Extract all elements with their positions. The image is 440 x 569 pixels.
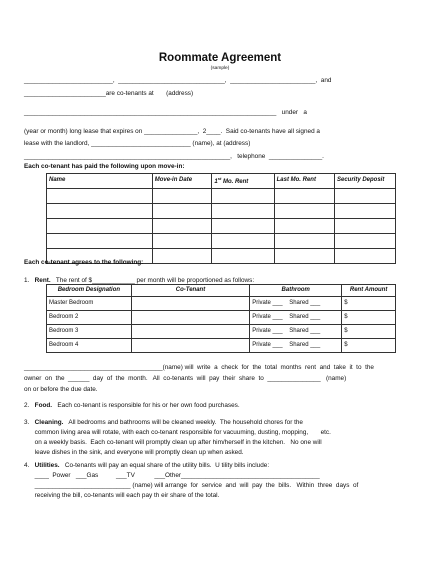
movein-col-date: Move-in Date	[152, 174, 212, 189]
utilities-line-2: ____ Power ___Gas ___TV ___Other_______________________________________	[24, 472, 320, 479]
rent-bedroom: Bedroom 4	[47, 339, 132, 353]
rent-line: 1. Rent. The rent of $____________ per month will be proportioned as follows:	[24, 277, 255, 284]
intro-line-1: _________________________, ______________________________, ________________________, and	[24, 77, 332, 84]
intro-line-4: (year or month) long lease that expires on _______________, 2____. Said co-tenants have all signed a	[24, 128, 320, 135]
utilities-line-4: receiving the bill, co-tenants will each pay th eir share of the total.	[24, 492, 220, 499]
cleaning-line-3: on a weekly basis. Each co-tenant will promptly clean up after him/herself in the kitchen. No one will	[24, 439, 322, 446]
movein-header-row	[47, 174, 396, 189]
movein-row	[47, 219, 396, 234]
rent-amount: $	[342, 325, 396, 339]
rent-col-bathroom: Bathroom	[250, 285, 342, 297]
intro-line-5: lease with the landlord, ____________________________ (name), at (address)	[24, 140, 251, 147]
rent-row	[47, 339, 396, 353]
movein-heading: Each co-tenant has paid the following upon move-in:	[24, 163, 185, 170]
rent-bath: Private ___ Shared ___	[250, 325, 342, 339]
rent-bedroom: Bedroom 2	[47, 311, 132, 325]
rent-header-row	[47, 285, 396, 297]
document-subtitle: (sample)	[210, 66, 230, 71]
utilities-line-1: 4. Utilities. Co-tenants will pay an equal share of the utility bills. U tility bills include:	[24, 462, 270, 469]
rent-bedroom: Master Bedroom	[47, 297, 132, 311]
rent-after-2: owner on the ______ day of the month. All co-tenants will pay their share to _______________ (name)	[24, 375, 347, 382]
rent-col-cotenant: Co-Tenant	[131, 285, 249, 297]
rent-after-1: _______________________________________(name) will write a check for the total months rent and take it to the	[24, 364, 374, 371]
agrees-heading: Each co-tenant agrees to the following:	[24, 259, 144, 266]
movein-col-last-rent: Last Mo. Rent	[274, 174, 334, 189]
cleaning-line-4: leave dishes in the sink, and everyone will promptly clean up when asked.	[24, 449, 244, 456]
intro-line-6: __________________________________________________________, telephone _______________.	[24, 153, 324, 160]
document-title: Roommate Agreement	[158, 52, 282, 64]
rent-col-bedroom: Bedroom Designation	[47, 285, 132, 297]
rent-amount: $	[342, 297, 396, 311]
rent-after-3: on or before the due date.	[24, 386, 98, 393]
rent-amount: $	[342, 339, 396, 353]
movein-col-name: Name	[47, 174, 153, 189]
utilities-line-3: ___________________________ (name) will arrange for service and will pay the bills. Within three days of	[24, 482, 359, 489]
movein-table	[46, 173, 396, 264]
intro-line-3: _______________________________________________________________________ under a	[24, 109, 307, 116]
movein-row	[47, 189, 396, 204]
rent-row	[47, 297, 396, 311]
cleaning-line-1: 3. Cleaning. All bedrooms and bathrooms will be cleaned weekly. The household chores for the	[24, 419, 303, 426]
movein-col-deposit: Security Deposit	[334, 174, 395, 189]
rent-bath: Private ___ Shared ___	[250, 311, 342, 325]
movein-row	[47, 234, 396, 249]
intro-line-2: _______________________are co-tenants at (address)	[24, 90, 194, 97]
movein-row	[47, 204, 396, 219]
rent-amount: $	[342, 311, 396, 325]
cleaning-line-2: common living area will rotate, with each co-tenant responsible for vacuuming, dusting, mopping, etc.	[24, 429, 331, 436]
rent-row	[47, 311, 396, 325]
food-clause: 2. Food. Each co-tenant is responsible for his or her own food purchases.	[24, 402, 240, 409]
movein-col-first-rent: 1st Mo. Rent	[212, 174, 274, 189]
rent-bath: Private ___ Shared ___	[250, 339, 342, 353]
rent-bedroom: Bedroom 3	[47, 325, 132, 339]
rent-col-amount: Rent Amount	[342, 285, 396, 297]
rent-row	[47, 325, 396, 339]
rent-table	[46, 284, 396, 353]
rent-bath: Private ___ Shared ___	[250, 297, 342, 311]
